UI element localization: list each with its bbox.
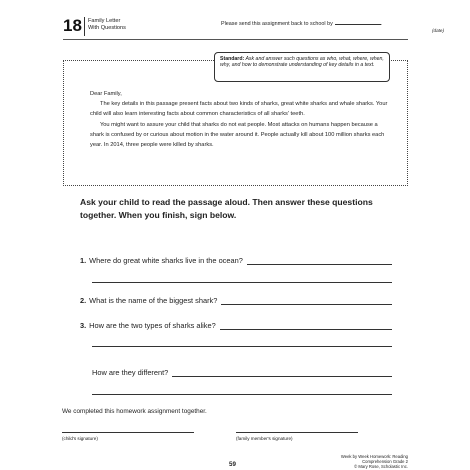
standard-callout: [214, 52, 390, 82]
answer-field-1[interactable]: [247, 257, 392, 265]
child-signature-label: (child's signature): [62, 436, 98, 441]
footer-page-number: 59: [229, 461, 236, 468]
question-1: 1. Where do great white sharks live in the ocean?: [80, 256, 392, 265]
date-label: (date): [432, 28, 445, 33]
header-divider: [84, 17, 85, 36]
instructions: Ask your child to read the passage aloud. Then answer these questions together. When you finish, sign below.: [80, 197, 373, 220]
answer-line-3b[interactable]: [92, 346, 392, 347]
question-3b: How are they different?: [92, 368, 392, 377]
page-number: 18: [63, 16, 82, 35]
family-signature-label: (family member's signature): [236, 436, 293, 441]
letter-paragraph-1: The key details in this passage present facts about two kinds of sharks, great white sharks and whale sharks. Your child will also learn interesting facts about common characteristics of all sharks' teeth.: [90, 101, 388, 118]
due-date-field[interactable]: [335, 24, 381, 25]
header-rule: [63, 39, 408, 40]
assignment-type-label: Family Letter With Questions: [88, 18, 126, 31]
completion-statement: We completed this homework assignment together.: [62, 408, 207, 415]
family-letter: [90, 89, 390, 150]
letter-greeting: Dear Family,: [90, 91, 122, 97]
letter-paragraph-2: You might want to assure your child that sharks do not eat people. Most attacks on humans happen because a shark is confused by or curious about motion in the water around it. People actually kill about 100 million sharks each year. In 2014, three people were killed by sharks.: [90, 121, 385, 149]
answer-field-3b[interactable]: [172, 369, 392, 377]
footer-credit: Week by Week Homework: Reading Comprehension Grade 2 © Mary Rose, Scholastic Inc.: [340, 454, 408, 469]
standard-label: Standard:: [220, 56, 245, 62]
question-2: 2. What is the name of the biggest shark?: [80, 296, 392, 305]
family-signature-field[interactable]: [236, 432, 358, 433]
answer-field-2[interactable]: [221, 297, 392, 305]
page-header: [63, 16, 443, 38]
send-back-instruction: Please send this assignment back to school by .: [221, 21, 383, 27]
answer-line-1b[interactable]: [92, 282, 392, 283]
child-signature-field[interactable]: [62, 432, 194, 433]
question-3: 3. How are the two types of sharks alike?: [80, 321, 392, 330]
answer-line-3c[interactable]: [92, 394, 392, 395]
answer-field-3[interactable]: [220, 322, 392, 330]
standard-text: Ask and answer such questions as who, what, where, when, why, and how to demonstrate understanding of key details in a text.: [220, 56, 384, 69]
